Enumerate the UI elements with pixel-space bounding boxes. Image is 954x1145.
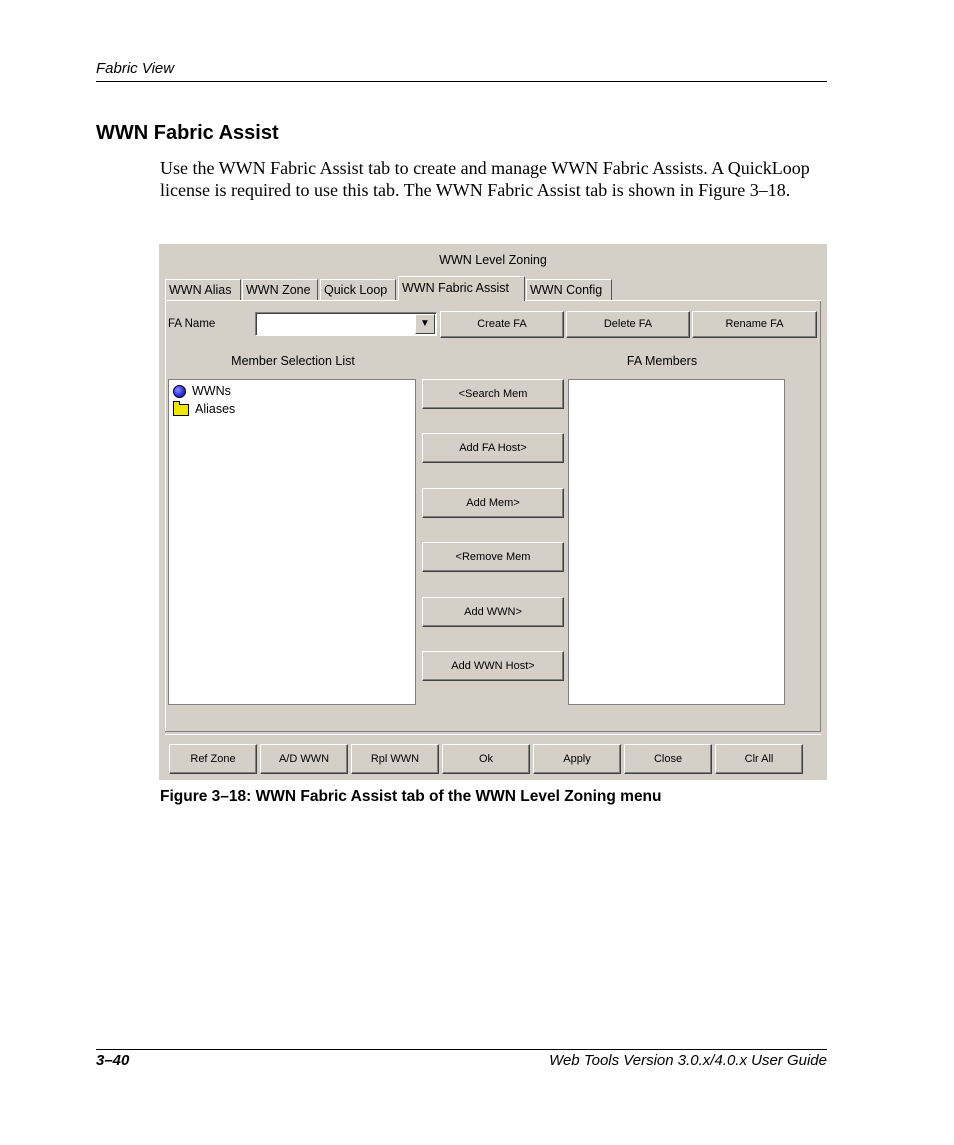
add-wwn-host-button[interactable]: Add WWN Host> <box>422 651 564 681</box>
remove-mem-button[interactable]: <Remove Mem <box>422 542 564 572</box>
tree-item-wwns[interactable]: WWNs <box>173 383 231 399</box>
tab-quick-loop[interactable]: Quick Loop <box>320 279 396 300</box>
close-button[interactable]: Close <box>624 744 712 774</box>
create-fa-button[interactable]: Create FA <box>440 311 564 338</box>
fa-name-label: FA Name <box>168 318 216 330</box>
figure-caption: Figure 3–18: WWN Fabric Assist tab of the WWN Level Zoning menu <box>160 788 662 805</box>
footer-doc-title: Web Tools Version 3.0.x/4.0.x User Guide <box>549 1052 827 1069</box>
fa-members-list[interactable] <box>568 379 785 705</box>
ad-wwn-button[interactable]: A/D WWN <box>260 744 348 774</box>
clr-all-button[interactable]: Clr All <box>715 744 803 774</box>
apply-button[interactable]: Apply <box>533 744 621 774</box>
tab-wwn-alias[interactable]: WWN Alias <box>165 279 241 300</box>
ok-button[interactable]: Ok <box>442 744 530 774</box>
add-wwn-button[interactable]: Add WWN> <box>422 597 564 627</box>
member-selection-label: Member Selection List <box>231 354 355 368</box>
bottom-separator <box>165 731 821 735</box>
chevron-down-icon[interactable]: ▼ <box>415 314 435 334</box>
rename-fa-button[interactable]: Rename FA <box>692 311 817 338</box>
search-mem-button[interactable]: <Search Mem <box>422 379 564 409</box>
member-selection-list[interactable] <box>168 379 416 705</box>
tab-wwn-config[interactable]: WWN Config <box>526 279 612 300</box>
tree-item-aliases[interactable]: Aliases <box>173 401 235 417</box>
body-paragraph: Use the WWN Fabric Assist tab to create and manage WWN Fabric Assists. A QuickLoop license is required to use this tab. The WWN Fabric Assist tab is shown in Figure 3–18. <box>160 158 810 200</box>
page-number: 3–40 <box>96 1052 130 1069</box>
globe-icon <box>173 385 186 398</box>
window-title: WWN Level Zoning <box>439 253 547 267</box>
tab-wwn-fabric-assist[interactable]: WWN Fabric Assist <box>398 276 525 301</box>
delete-fa-button[interactable]: Delete FA <box>566 311 690 338</box>
footer-rule <box>96 1049 827 1050</box>
section-title: WWN Fabric Assist <box>96 122 279 144</box>
add-fa-host-button[interactable]: Add FA Host> <box>422 433 564 463</box>
add-mem-button[interactable]: Add Mem> <box>422 488 564 518</box>
running-head: Fabric View <box>96 60 175 77</box>
wwn-level-zoning-window <box>159 244 827 780</box>
header-rule <box>96 81 827 82</box>
fa-name-combobox[interactable] <box>255 312 437 336</box>
fa-members-label: FA Members <box>626 354 698 368</box>
rpl-wwn-button[interactable]: Rpl WWN <box>351 744 439 774</box>
folder-icon <box>173 404 189 416</box>
ref-zone-button[interactable]: Ref Zone <box>169 744 257 774</box>
tab-wwn-zone[interactable]: WWN Zone <box>242 279 318 300</box>
